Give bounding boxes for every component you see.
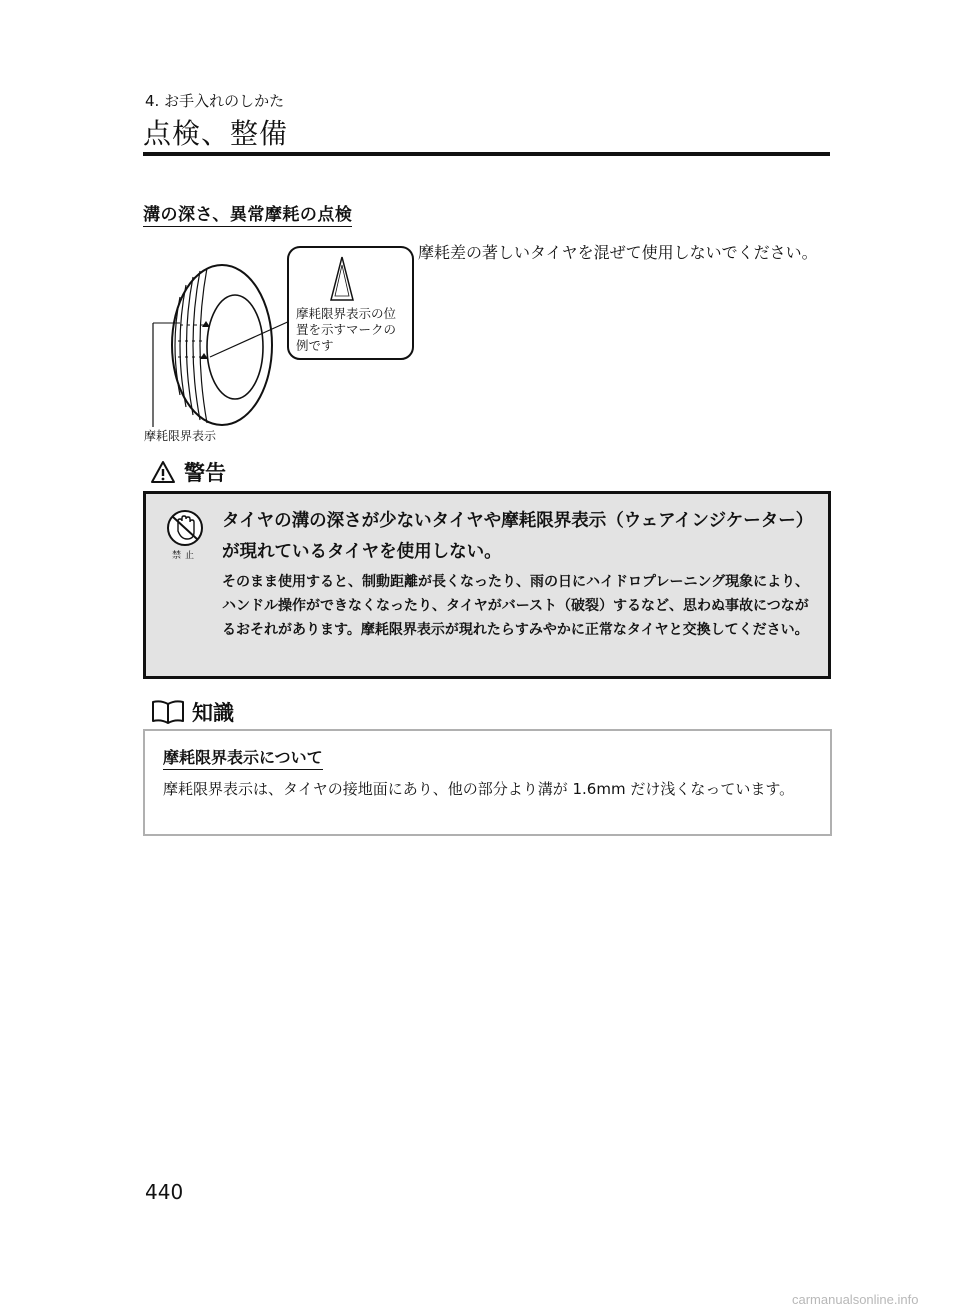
warning-triangle-icon xyxy=(150,460,176,484)
section-intro: 摩耗差の著しいタイヤを混ぜて使用しないでください。 xyxy=(418,243,818,262)
prohibit-hand-icon xyxy=(165,509,205,547)
page-number: 440 xyxy=(145,1180,184,1204)
open-book-icon xyxy=(150,699,186,725)
prohibit-label: 禁止 xyxy=(171,551,198,561)
warning-heading-label: 警告 xyxy=(184,461,226,485)
footer-watermark: carmanualsonline.info xyxy=(792,1292,919,1307)
figure-callout: 摩耗限界表示の位置を示すマークの例です xyxy=(296,306,397,353)
page-title: 点検、整備 xyxy=(143,117,289,150)
chapter-label: 4. お手入れのしかた xyxy=(145,92,285,110)
knowledge-heading xyxy=(150,698,234,726)
section-heading: 溝の深さ、異常摩耗の点検 xyxy=(143,200,352,227)
tire-label: 摩耗限界表示 xyxy=(144,429,217,443)
title-rule xyxy=(143,152,830,156)
warning-main-text: タイヤの溝の深さが少ないタイヤや摩耗限界表示（ウェアインジケーター）が現れているタイヤを使用しない。 xyxy=(222,511,814,562)
knowledge-heading-label: 知識 xyxy=(192,701,234,725)
warning-heading xyxy=(150,458,226,486)
warning-detail-text: そのまま使用すると、制動距離が長くなったり、雨の日にハイドロプレーニング現象により、ハンドル操作ができなくなったり、タイヤがバースト（破裂）するなど、思わぬ事故につながるおそれがあります。摩耗限界表示が現れたらすみやかに正常なタイヤと交換してください。 xyxy=(222,574,810,638)
knowledge-title: 摩耗限界表示について xyxy=(163,745,323,770)
knowledge-body: 摩耗限界表示は、タイヤの接地面にあり、他の部分より溝が 1.6mm だけ浅くなっています。 xyxy=(163,780,795,798)
